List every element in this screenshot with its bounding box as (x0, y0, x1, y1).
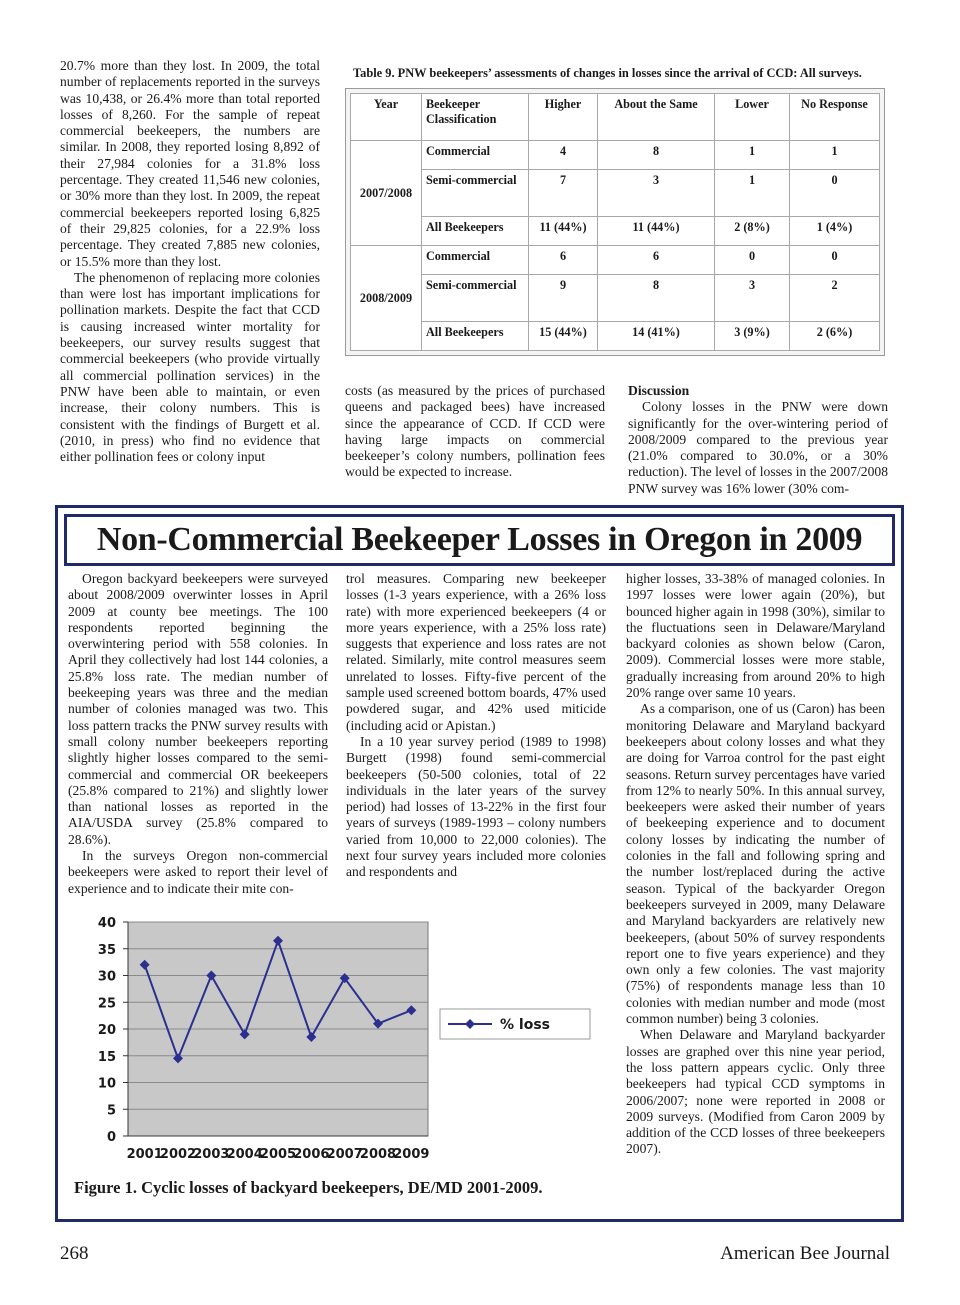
cell: 2 (790, 275, 880, 322)
y-tick-label: 5 (106, 1103, 116, 1119)
cell: 0 (790, 246, 880, 275)
x-tick-label: 2001 (126, 1147, 163, 1162)
cell: 15 (44%) (529, 322, 598, 351)
year-cell: 2008/2009 (351, 246, 422, 351)
table-header-row (351, 94, 880, 141)
cell: 4 (529, 141, 598, 170)
paragraph: In the surveys Oregon non-commercial beekeepers were asked to report their level of experience and to indicate their mite con- (68, 848, 328, 896)
cell: 1 (790, 141, 880, 170)
paragraph: Colony losses in the PNW were down significantly for the over-wintering period of 2008/2009 compared to the previous year (21.0% compared to 30.0%, or a 30% reduction). The level of losses in the 2007/2008 PNW survey was 16% lower (30% com- (628, 399, 888, 496)
sidebar-column-3 (626, 571, 885, 1158)
cell: 14 (41%) (598, 322, 715, 351)
cell: 7 (529, 170, 598, 217)
data-table (350, 93, 880, 351)
y-tick-label: 30 (97, 969, 116, 985)
loss-chart (72, 906, 617, 1171)
classification-cell: Commercial (422, 246, 529, 275)
x-tick-label: 2004 (226, 1147, 263, 1162)
top-column-1 (60, 58, 320, 465)
y-tick-label: 15 (97, 1049, 116, 1065)
y-tick-label: 40 (97, 916, 116, 931)
paragraph: The phenomenon of replacing more colonies than were lost has important implications for pollination markets. Despite the fact that CCD is causing increased winter mortality for beekeepers, our survey results suggest that commercial beekeepers (who provide virtually all commercial pollination services) in the PNW have been able to maintain, or even increase, their colony numbers. This is consistent with the findings of Burgett et al. (2010, in press) who find no evidence that either pollination fees or colony input (60, 269, 320, 465)
classification-cell: Commercial (422, 141, 529, 170)
paragraph: higher losses, 33-38% of managed colonies. In 1997 losses were lower again (20%), but bounced higher again in 1998 (30%), similar to the fluctuations seen in Delaware/Maryland backyard colonies as shown below (Caron, 2009). Commercial losses were more stable, gradually increasing from around 20% to high 20% range over same 10 years. (626, 571, 885, 701)
y-tick-label: 35 (97, 942, 116, 958)
x-tick-label: 2002 (159, 1147, 197, 1162)
x-tick-label: 2008 (359, 1147, 397, 1162)
cell: 6 (598, 246, 715, 275)
cell: 8 (598, 275, 715, 322)
cell: 1 (715, 170, 790, 217)
table-row (351, 322, 880, 351)
classification-cell: All Beekeepers (422, 322, 529, 351)
top-column-3 (628, 383, 888, 497)
cell: 3 (9%) (715, 322, 790, 351)
cell: 1 (4%) (790, 217, 880, 246)
cell: 0 (715, 246, 790, 275)
table-9 (345, 62, 885, 356)
header-higher: Higher (529, 94, 598, 141)
table-row (351, 217, 880, 246)
table-row (351, 246, 880, 275)
x-tick-label: 2007 (326, 1147, 363, 1162)
discussion-heading: Discussion (628, 383, 690, 398)
cell: 3 (598, 170, 715, 217)
paragraph: trol measures. Comparing new beekeeper losses (1-3 years experience, with a 26% loss rate) with more experienced beekeepers (4 or more years experience, with a 25% loss rate) suggests that experience and loss rates are not related. Similarly, mite control measures seem unrelated to losses. Fifty-five percent of the sample used screened bottom boards, 47% used powdered sugar, and 42% used miticide (including acid or Apistan.) (346, 571, 606, 733)
paragraph: As a comparison, one of us (Caron) has been monitoring Delaware and Maryland backyard beekeepers about colony losses and what they are doing for Varroa control for the past eight seasons. Return survey percentages have varied from 12% to nearly 50%. In this annual survey, beekeepers were asked their number of years of beekeeping experience and to document colony losses by indicating the number of colonies in the fall and following spring and the number lost/replaced during the active season. Typical of the backyarder Oregon beekeepers surveyed in 2009, many Delaware and Maryland backyarders are relatively new beekeepers, (about 50% of survey respondents report one to five years experience) and they own only a few colonies. The vast majority (75%) of respondents manage less than 10 colonies with median number and mode (most common number) being 3 colonies. (626, 701, 885, 1027)
cell: 8 (598, 141, 715, 170)
header-no-response: No Response (790, 94, 880, 141)
figure-1 (72, 906, 617, 1204)
top-column-2 (345, 383, 605, 481)
cell: 2 (6%) (790, 322, 880, 351)
cell: 6 (529, 246, 598, 275)
cell: 2 (8%) (715, 217, 790, 246)
cell: 11 (44%) (598, 217, 715, 246)
x-tick-label: 2005 (259, 1147, 297, 1162)
header-year: Year (351, 94, 422, 141)
y-tick-label: 20 (97, 1023, 116, 1038)
sidebar-title: Non-Commercial Beekeeper Losses in Oregon in 2009 (64, 514, 895, 566)
classification-cell: All Beekeepers (422, 217, 529, 246)
x-tick-label: 2006 (293, 1147, 330, 1162)
table-row (351, 170, 880, 217)
paragraph: In a 10 year survey period (1989 to 1998) Burgett (1998) found semi-commercial beekeepers (50-500 colonies, total of 22 individuals in the later years of the survey period) had losses of 13-22% in the first four years of surveys (1989-1993 – colony numbers varied from 10,000 to 22,000 colonies). The next four survey years included more colonies and respondents and (346, 733, 606, 880)
cell: 0 (790, 170, 880, 217)
y-tick-label: 25 (97, 996, 116, 1012)
page-number: 268 (60, 1243, 89, 1264)
paragraph: When Delaware and Maryland backyarder losses are graphed over this nine year period, the loss pattern appears cyclic. Only three beekeepers had typical CCD symptoms in 2006/2007; none were reported in 2008 or 2009 surveys. (Modified from Caron 2009 by addition of the CCD losses of three beekeepers 2007). (626, 1027, 885, 1157)
paragraph: Oregon backyard beekeepers were surveyed about 2008/2009 overwinter losses in April 2009 at county bee meetings. The 100 respondents reported beginning the overwintering period with 558 colonies. In April they collectively had lost 144 colonies, a 25.8% loss rate. The median number of beekeeping years was three and the median number of colonies managed was two. This loss pattern tracks the PNW survey results with small colony number beekeepers reporting slightly higher losses compared to the semi-commercial and commercial OR beekeepers (25.8% compared to 21%) and slightly lower than national losses as reported in the AIA/USDA survey (25.8% compared to 28.6%). (68, 571, 328, 847)
cell: 1 (715, 141, 790, 170)
classification-cell: Semi-commercial (422, 170, 529, 217)
header-about-same: About the Same (598, 94, 715, 141)
header-classification: Beekeeper Classification (422, 94, 529, 141)
paragraph: 20.7% more than they lost. In 2009, the total number of replacements reported in the surveys was 10,438, or 26.4% more than total reported losses of 8,260. For the sample of repeat commercial beekeepers, the numbers are similar. In 2008, they reported losing 8,892 of their 27,984 colonies for a 31.8% loss percentage. They created 11,546 new colonies, or 30% more than they lost. In 2009, the repeat commercial beekeepers reported losing 6,825 of their 29,825 colonies, for a 22.9% loss percentage. They created 7,885 new colonies, or 15.5% more than they lost. (60, 58, 320, 269)
figure-caption: Figure 1. Cyclic losses of backyard beekeepers, DE/MD 2001-2009. (74, 1178, 543, 1197)
cell: 9 (529, 275, 598, 322)
year-cell: 2007/2008 (351, 141, 422, 246)
sidebar-column-2 (346, 571, 606, 881)
cell: 11 (44%) (529, 217, 598, 246)
table-row (351, 141, 880, 170)
paragraph: costs (as measured by the prices of purchased queens and packaged bees) have increased since the appearance of CCD. If CCD were having large impacts on commercial beekeeper’s colony numbers, pollination fees would be expected to increase. (345, 383, 605, 480)
y-tick-label: 0 (106, 1130, 116, 1145)
table-caption: Table 9. PNW beekeepers’ assessments of changes in losses since the arrival of CCD: All surveys. (353, 66, 862, 80)
x-tick-label: 2009 (393, 1147, 430, 1162)
table-row (351, 275, 880, 322)
header-lower: Lower (715, 94, 790, 141)
x-tick-label: 2003 (193, 1147, 230, 1162)
y-tick-label: 10 (97, 1076, 116, 1092)
legend-label: % loss (500, 1017, 550, 1033)
classification-cell: Semi-commercial (422, 275, 529, 322)
sidebar-column-1 (68, 571, 328, 897)
table-frame (345, 88, 885, 356)
cell: 3 (715, 275, 790, 322)
journal-name: American Bee Journal (720, 1243, 890, 1264)
